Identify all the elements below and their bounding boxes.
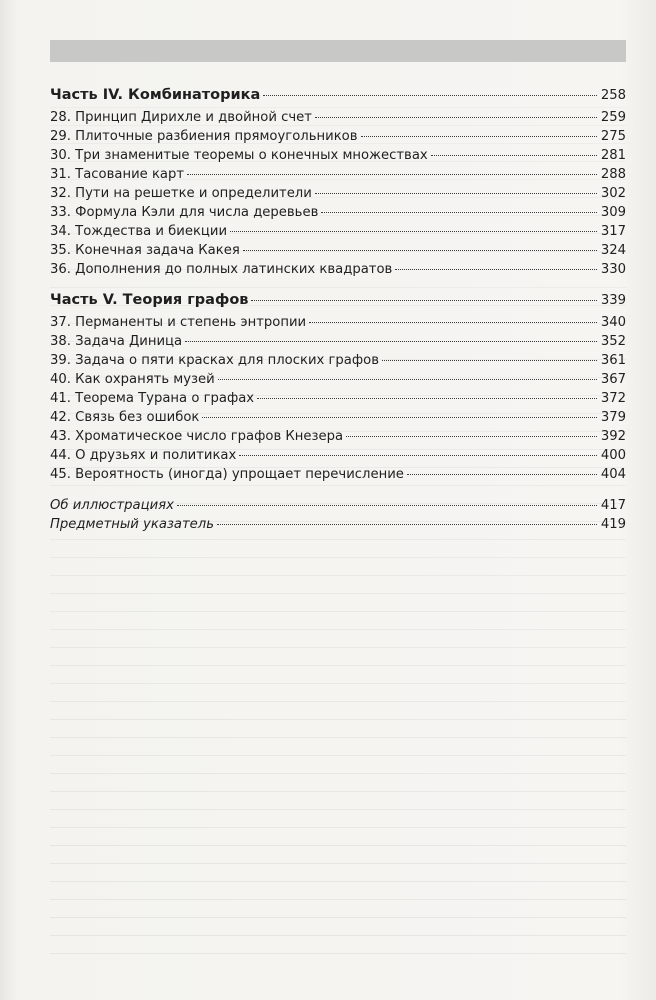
chapter-title: 36. Дополнения до полных латинских квадратов bbox=[50, 262, 393, 277]
dot-leader bbox=[431, 155, 597, 156]
page-number: 324 bbox=[600, 243, 626, 258]
dot-leader bbox=[407, 474, 597, 475]
back-matter-title: Об иллюстрациях bbox=[50, 498, 174, 513]
toc-entry[interactable] bbox=[50, 184, 626, 203]
chapter-title: 42. Связь без ошибок bbox=[50, 410, 200, 425]
table-of-contents bbox=[50, 84, 626, 534]
toc-entry[interactable] bbox=[50, 446, 626, 465]
page-number: 317 bbox=[600, 224, 626, 239]
toc-entry[interactable] bbox=[50, 427, 626, 446]
page-number: 417 bbox=[600, 498, 626, 513]
page-number: 340 bbox=[600, 315, 626, 330]
part-title: Часть IV. Комбинаторика bbox=[50, 87, 261, 103]
dot-leader bbox=[239, 455, 597, 456]
chapter-title: 44. О друзьях и политиках bbox=[50, 448, 237, 463]
toc-entry[interactable] bbox=[50, 222, 626, 241]
dot-leader bbox=[177, 505, 597, 506]
page-number: 275 bbox=[600, 129, 626, 144]
dot-leader bbox=[243, 250, 597, 251]
dot-leader bbox=[257, 398, 597, 399]
toc-entry[interactable] bbox=[50, 408, 626, 427]
page-number: 400 bbox=[600, 448, 626, 463]
toc-entry[interactable] bbox=[50, 313, 626, 332]
toc-entry[interactable] bbox=[50, 241, 626, 260]
toc-entry[interactable] bbox=[50, 260, 626, 279]
chapter-title: 29. Плиточные разбиения прямоугольников bbox=[50, 129, 358, 144]
dot-leader bbox=[263, 95, 597, 96]
dot-leader bbox=[251, 300, 597, 301]
part-heading[interactable] bbox=[50, 289, 626, 312]
chapter-title: 34. Тождества и биекции bbox=[50, 224, 228, 239]
dot-leader bbox=[382, 360, 597, 361]
chapter-title: 41. Теорема Турана о графах bbox=[50, 391, 255, 406]
toc-entry[interactable] bbox=[50, 332, 626, 351]
page-number: 379 bbox=[600, 410, 626, 425]
chapter-title: 43. Хроматическое число графов Кнезера bbox=[50, 429, 344, 444]
dot-leader bbox=[315, 117, 597, 118]
page-number: 392 bbox=[600, 429, 626, 444]
page-number: 367 bbox=[600, 372, 626, 387]
toc-entry[interactable] bbox=[50, 203, 626, 222]
page-number: 258 bbox=[600, 88, 626, 103]
page-number: 302 bbox=[600, 186, 626, 201]
header-bar bbox=[50, 40, 626, 62]
back-matter-entry[interactable] bbox=[50, 515, 626, 534]
page-number: 339 bbox=[600, 293, 626, 308]
chapter-title: 32. Пути на решетке и определители bbox=[50, 186, 312, 201]
page-number: 352 bbox=[600, 334, 626, 349]
page-number: 330 bbox=[600, 262, 626, 277]
page-number: 281 bbox=[600, 148, 626, 163]
dot-leader bbox=[346, 436, 597, 437]
chapter-title: 37. Перманенты и степень энтропии bbox=[50, 315, 307, 330]
dot-leader bbox=[185, 341, 597, 342]
part-title: Часть V. Теория графов bbox=[50, 292, 249, 308]
dot-leader bbox=[187, 174, 597, 175]
back-matter-title: Предметный указатель bbox=[50, 517, 215, 532]
toc-entry[interactable] bbox=[50, 351, 626, 370]
chapter-title: 45. Вероятность (иногда) упрощает перечисление bbox=[50, 467, 404, 482]
toc-entry[interactable] bbox=[50, 465, 626, 484]
toc-entry[interactable] bbox=[50, 165, 626, 184]
toc-entry[interactable] bbox=[50, 146, 626, 165]
toc-entry[interactable] bbox=[50, 389, 626, 408]
page-number: 419 bbox=[600, 517, 626, 532]
dot-leader bbox=[395, 269, 597, 270]
dot-leader bbox=[309, 322, 597, 323]
dot-leader bbox=[202, 417, 597, 418]
page-number: 259 bbox=[600, 110, 626, 125]
chapter-title: 35. Конечная задача Какея bbox=[50, 243, 240, 258]
chapter-title: 30. Три знаменитые теоремы о конечных множествах bbox=[50, 148, 428, 163]
section-gap bbox=[50, 484, 626, 496]
toc-entry[interactable] bbox=[50, 127, 626, 146]
chapter-title: 38. Задача Диница bbox=[50, 334, 183, 349]
page-number: 361 bbox=[600, 353, 626, 368]
dot-leader bbox=[230, 231, 597, 232]
toc-entry[interactable] bbox=[50, 108, 626, 127]
dot-leader bbox=[218, 379, 597, 380]
page-number: 404 bbox=[600, 467, 626, 482]
part-heading[interactable] bbox=[50, 84, 626, 107]
chapter-title: 33. Формула Кэли для числа деревьев bbox=[50, 205, 319, 220]
chapter-title: 28. Принцип Дирихле и двойной счет bbox=[50, 110, 312, 125]
dot-leader bbox=[315, 193, 597, 194]
page-number: 372 bbox=[600, 391, 626, 406]
toc-entry[interactable] bbox=[50, 370, 626, 389]
dot-leader bbox=[361, 136, 597, 137]
chapter-title: 39. Задача о пяти красках для плоских графов bbox=[50, 353, 380, 368]
dot-leader bbox=[217, 524, 597, 525]
page-number: 288 bbox=[600, 167, 626, 182]
page-number: 309 bbox=[600, 205, 626, 220]
dot-leader bbox=[321, 212, 597, 213]
chapter-title: 31. Тасование карт bbox=[50, 167, 185, 182]
back-matter-entry[interactable] bbox=[50, 496, 626, 515]
chapter-title: 40. Как охранять музей bbox=[50, 372, 215, 387]
